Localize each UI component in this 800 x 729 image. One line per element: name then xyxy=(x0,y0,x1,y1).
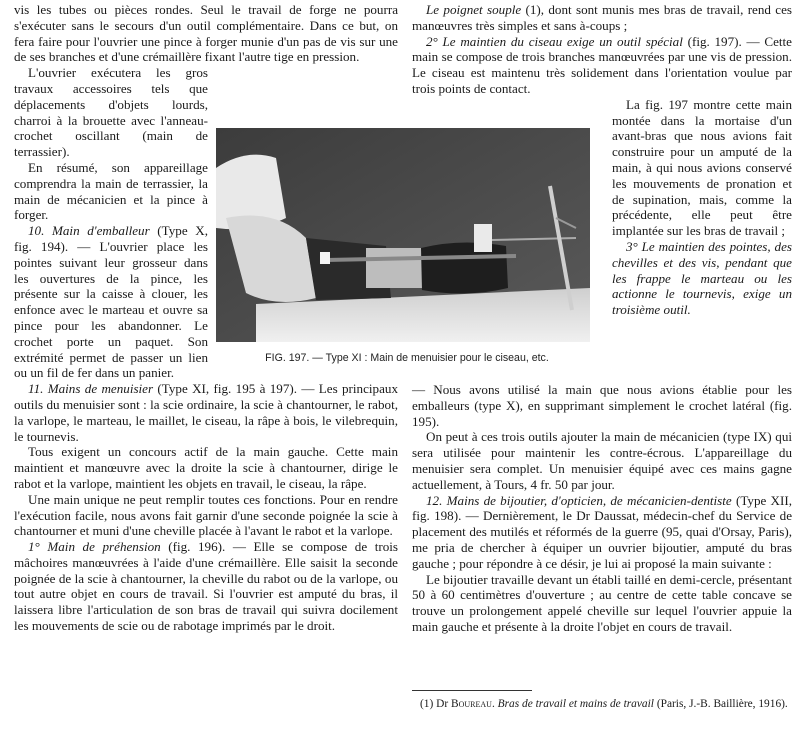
figure-photo xyxy=(216,128,590,342)
paragraph: L'ouvrier exécutera les gros travaux accessoires tels que déplacements d'objets lourds, charroi à la brouette avec l'anneau-crochet oscillant (main de terrassier). xyxy=(14,65,208,160)
footnote-author: Boureau. xyxy=(451,698,495,710)
section-heading: 11. Mains de menuisier xyxy=(28,381,154,397)
prosthetic-hand-photo-icon xyxy=(216,128,590,342)
paragraph: En résumé, son appareillage comprendra la main de terrassier, la main de mécanicien et la pince à forger. xyxy=(14,159,208,223)
section-heading: 10. Main d'emballeur xyxy=(28,223,150,239)
footnote-title: Bras de travail et mains de travail xyxy=(497,698,654,710)
figure-label: FIG. 197. xyxy=(265,352,310,364)
paragraph: Le bijoutier travaille devant un établi taillé en demi-cercle, présentant 50 à 60 centimètres d'ouverture ; au centre de cette table concave se trouve un prolongement appelé cheville sur lequel l'ouvrier appuie la main gauche et présente à la droite l'objet en cours de travail. xyxy=(412,571,792,634)
section-heading: 1° Main de préhension xyxy=(28,539,161,555)
paragraph: On peut à ces trois outils ajouter la main de mécanicien (type IX) qui sera utilisée pour maintenir les contre-écrous. L'appareillage du menuisier sera complet. Un menuisier équipé avec ces mains gagne actuellement, à Tours, 4 fr. 50 par jour. xyxy=(412,429,792,492)
figure-caption xyxy=(222,352,592,364)
paragraph: Tous exigent un concours actif de la main gauche. Cette main maintient et manœuvre avec la droite la scie à chantourner, dirige le rabot et la varlope, maintient les objets en travail, le ciseau, la râpe. xyxy=(14,444,398,491)
section-heading: 12. Mains de bijoutier, d'opticien, de mécanicien-dentiste xyxy=(426,492,732,508)
paragraph: 1° Main de préhension (fig. 196). — Elle se compose de trois mâchoires manœuvrées à l'aide d'une crémaillère. Elle saisit la seconde poignée de la scie à chantourner, la cheville du rabot ou de la varlope, ou tout autre objet en cours de travail. Si l'ouvrier est amputé du bras, il laissera libre l'articulation de son bras de travail qui suivra docilement les mouvements de scie ou de rabotage imprimés par le droit. xyxy=(14,539,398,634)
footnote xyxy=(420,698,792,712)
paragraph: Le poignet souple (1), dont sont munis mes bras de travail, rend ces manœuvres très simples et sans à-coups ; xyxy=(412,2,792,33)
paragraph xyxy=(612,239,792,318)
paragraph: La fig. 197 montre cette main montée dans la mortaise d'un avant-bras que nous avions fait construire pour un amputé de la main, à qui nous avions conservé les mouvements de pronation et de supination, mais, comme la précédente, elle peut être implantée sur les bras de travail ; xyxy=(612,96,792,239)
paragraph: 2° Le maintien du ciseau exige un outil spécial (fig. 197). — Cette main se compose de trois branches manœuvrées par une vis de pression. Le ciseau est maintenu très solidement dans l'orientation voulue par trois points de contact. xyxy=(412,33,792,96)
paragraph: vis les tubes ou pièces rondes. Seul le travail de forge ne pourra s'exécuter sans le secours d'un outil complémentaire. Dans ce but, on fera faire pour l'ouvrier une pince à forger munie d'un pas de vis sur une de ses branches et d'une crémaillère fixant l'autre tige en pression. xyxy=(14,2,398,65)
section-heading: 2° Le maintien du ciseau exige un outil spécial xyxy=(426,33,683,49)
paragraph: — Nous avons utilisé la main que nous avions établie pour les emballeurs (type X), en supprimant simplement le crochet latéral (fig. 195). xyxy=(412,382,792,429)
footnote-publisher: (Paris, J.-B. Baillière, 1916). xyxy=(656,698,788,710)
footnote-marker: (1) Dr xyxy=(420,698,449,710)
paragraph: 10. Main d'emballeur (Type X, fig. 194). — L'ouvrier place les pointes suivant leur grosseur dans les ouvertures de la pince, les présente sur la caisse à clouer, les enfonce avec le marteau et ouvre sa pince pour les abandonner. Le crochet porte un paquet. Son extrémité permet de passer un lien ou un fil de fer dans un panier. xyxy=(14,223,208,381)
paragraph: 11. Mains de menuisier (Type XI, fig. 195 à 197). — Les principaux outils du menuisier sont : la scie ordinaire, la scie à chantourner, le rabot, la varlope, le marteau, le maillet, le ciseau, la râpe à bois, le vilebrequin, le tournevis. xyxy=(14,381,398,444)
section-heading: Le poignet souple xyxy=(426,2,522,17)
right-lower-text xyxy=(412,382,792,635)
figure-caption-text: — Type XI : Main de menuisier pour le ciseau, etc. xyxy=(309,352,549,364)
section-heading: 3° Le maintien des pointes, des chevilles et des vis, pendant que les frappe le marteau ou les actionne le tournevis, exige un troisième outil. xyxy=(612,238,792,318)
footnote-divider xyxy=(412,690,532,691)
paragraph: Une main unique ne peut remplir toutes ces fonctions. Pour en rendre l'exécution facile, nous avons fait garnir d'une seconde poignée la scie à chantourner et muni d'une cheville placée à l'avant le rabot et la varlope. xyxy=(14,491,398,539)
paragraph: 12. Mains de bijoutier, d'opticien, de mécanicien-dentiste (Type XII, fig. 198). — Dernièrement, le Dr Daussat, médecin-chef du Service de placement des mutilés et réformés de la guerre (95, quai d'Orsay, Paris), me pria de chercher à équiper un ouvrier bijoutier, amputé du bras gauche ; pour répondre à ce désir, je lui ai proposé la main suivante : xyxy=(412,492,793,571)
